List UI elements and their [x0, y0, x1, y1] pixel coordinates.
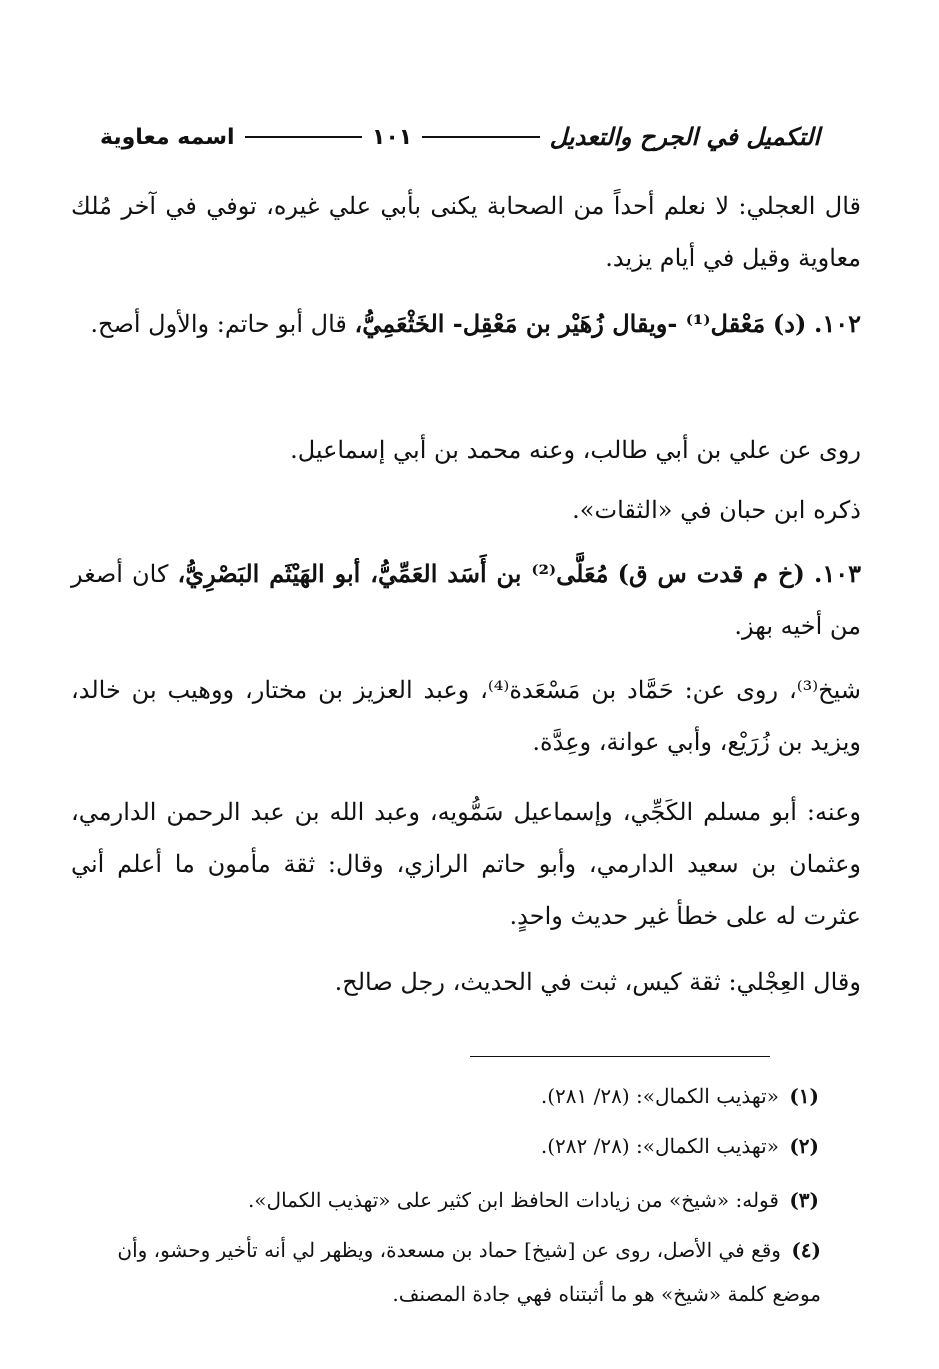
entry-text: قال أبو حاتم: والأول أصح. [90, 310, 347, 338]
footnote-number: (٢) [789, 1134, 819, 1158]
book-title: التكميل في الجرح والتعديل [549, 123, 820, 151]
footnote-text: وقع في الأصل، روى عن [شيخ] حماد بن مسعدة، ويظهر لي أنه تأخير وحشو، وأن موضع كلمة «شيخ» هو ما أثبتناه فهي جادة المصنف. [117, 1238, 821, 1306]
footnote-4 [101, 1228, 821, 1316]
entry-102-narration [71, 424, 861, 476]
entry-symbol: (د) [772, 309, 807, 338]
footnote-3 [109, 1178, 819, 1222]
entry-102 [71, 298, 861, 350]
entry-name: مُعَلَّى⁽²⁾ بن أَسَد العَمِّيُّ، أبو الهَيْثَم البَصْرِيُّ، [177, 559, 609, 588]
paragraph-text: شيخ⁽³⁾، روى عن: حَمَّاد بن مَسْعَدة⁽⁴⁾، وعبد العزيز بن مختار، ووهيب بن خالد، ويزيد بن زُرَيْع، وأبي عوانة، وعِدَّة. [71, 676, 861, 756]
entry-text: كان أصغر من أخيه بهز. [71, 560, 861, 640]
footnote-1 [109, 1074, 819, 1118]
footnote-text: قوله: «شيخ» من زيادات الحافظ ابن كثير على «تهذيب الكمال». [247, 1188, 779, 1212]
entry-symbol: (خ م قدت س ق) [617, 559, 805, 588]
footnote-rule [470, 1056, 770, 1057]
footnote-2 [109, 1124, 819, 1168]
entry-103-ijli [71, 956, 861, 1008]
entry-number: ١٠٢. [813, 309, 861, 338]
footnote-number: (٣) [789, 1188, 819, 1212]
paragraph-text: وعنه: أبو مسلم الكَجِّي، وإسماعيل سَمُّويه، وعبد الله بن عبد الرحمن الدارمي، وعثمان بن سعيد الدارمي، وأبو حاتم الرازي، وقال: ثقة مأمون ما أعلم أني عثرت له على خطأ غير حديث واحدٍ. [71, 798, 861, 930]
footnote-text: «تهذيب الكمال»: (٢٨/ ٢٨٢). [540, 1134, 779, 1158]
paragraph-ijli [71, 180, 861, 284]
paragraph-text: قال العجلي: لا نعلم أحداً من الصحابة يكنى بأبي علي غيره، توفي في آخر مُلك معاوية وقيل في أيام يزيد. [71, 192, 861, 272]
entry-103-teachers [71, 664, 861, 768]
header-rule [245, 136, 362, 138]
paragraph-text: ذكره ابن حبان في «الثقات». [572, 496, 861, 524]
paragraph-text: وقال العِجْلي: ثقة كيس، ثبت في الحديث، رجل صالح. [334, 968, 861, 996]
name-range: اسمه معاوية [100, 124, 235, 150]
paragraph-text: روى عن علي بن أبي طالب، وعنه محمد بن أبي إسماعيل. [290, 436, 861, 464]
entry-102-reference [71, 484, 861, 536]
entry-103-students [71, 786, 861, 942]
entry-103 [71, 548, 861, 652]
footnote-text: «تهذيب الكمال»: (٢٨/ ٢٨١). [540, 1084, 779, 1108]
entry-number: ١٠٣. [813, 559, 861, 588]
page-number: ١٠١ [371, 124, 413, 150]
header-rule [422, 136, 539, 138]
footnote-number: (٤) [791, 1238, 821, 1262]
running-header [100, 112, 820, 162]
entry-name: مَعْقل⁽¹⁾ -ويقال زُهَيْر بن مَعْقِل- الخَثْعَمِيُّ، [354, 309, 766, 338]
footnote-number: (١) [789, 1084, 819, 1108]
